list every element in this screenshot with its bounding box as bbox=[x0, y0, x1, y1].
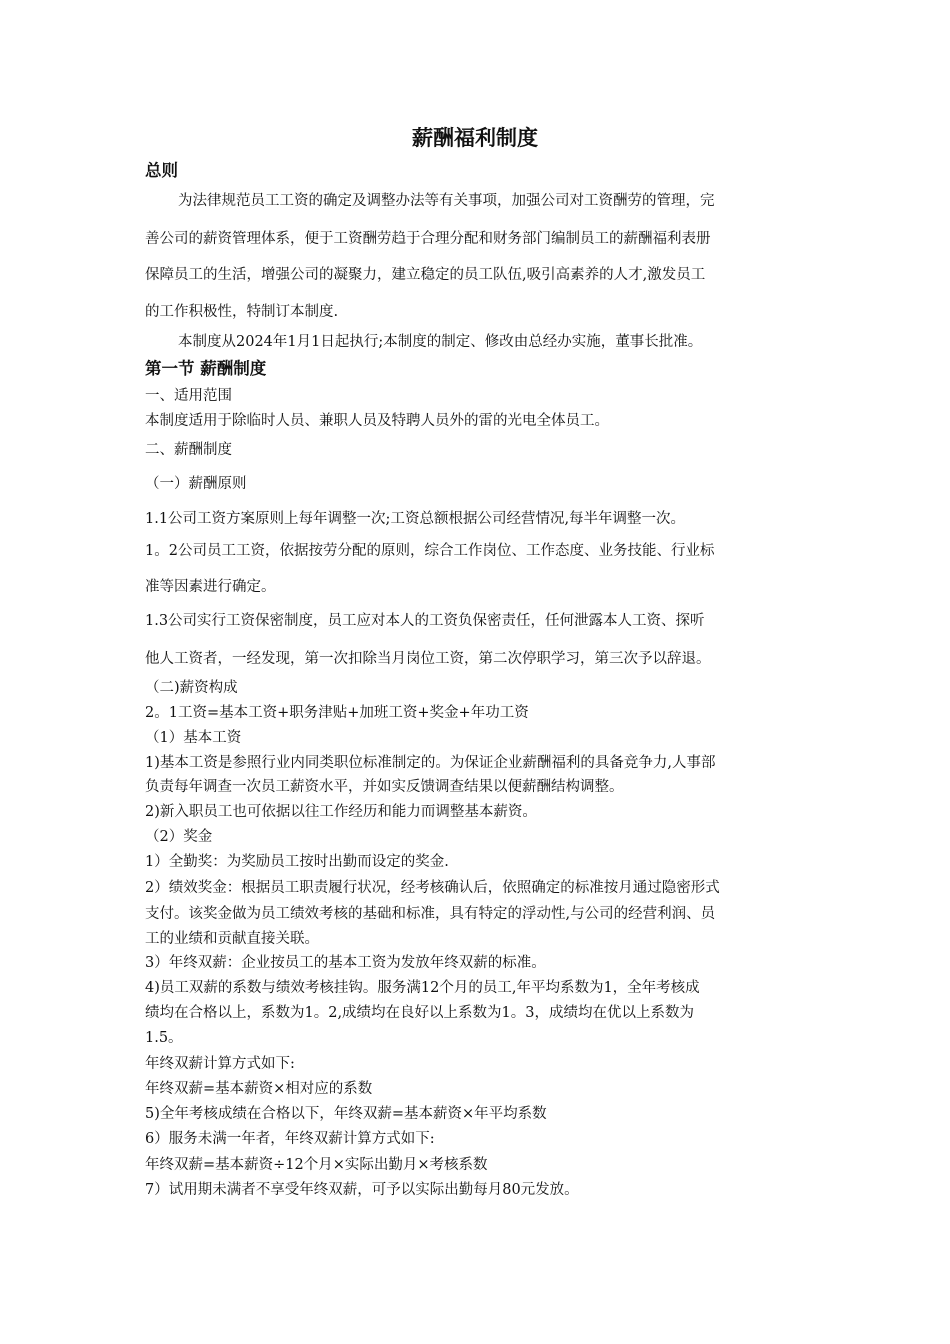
bonus-item: 1）全勤奖：为奖励员工按时出勤而设定的奖金. bbox=[145, 854, 449, 870]
bonus-item-line: 4)员工双薪的系数与绩效考核挂钩。服务满12个月的员工,年平均系数为1，全年考核成 bbox=[145, 980, 700, 996]
general-paragraph-line: 为法律规范员工工资的确定及调整办法等有关事项，加强公司对工资酬劳的管理，完 bbox=[178, 193, 715, 209]
base-salary-item-line: 负责每年调查一次员工薪资水平，并如实反馈调查结果以便薪酬结构调整。 bbox=[145, 779, 624, 795]
base-salary-title: （1）基本工资 bbox=[145, 730, 242, 746]
scope-text: 本制度适用于除临时人员、兼职人员及特聘人员外的雷的光电全体员工。 bbox=[145, 413, 609, 429]
calc-formula: 年终双薪=基本薪资×相对应的系数 bbox=[145, 1081, 373, 1097]
bonus-title: （2）奖金 bbox=[145, 829, 213, 845]
calc-formula: 年终双薪=基本薪资÷12个月×实际出勤月×考核系数 bbox=[145, 1157, 488, 1173]
general-paragraph-line: 善公司的薪资管理体系，便于工资酬劳趋于合理分配和财务部门编制员工的薪酬福利表册 bbox=[145, 231, 711, 247]
structure-title: （二)薪资构成 bbox=[145, 680, 238, 696]
clause-1-1: 1.1公司工资方案原则上每年调整一次;工资总额根据公司经营情况,每半年调整一次。 bbox=[145, 511, 686, 527]
bonus-item-line: 工的业绩和贡献直接关联。 bbox=[145, 931, 319, 947]
bonus-item-line: 1.5。 bbox=[145, 1030, 183, 1046]
base-salary-item: 2)新入职员工也可依据以往工作经历和能力而调整基本薪资。 bbox=[145, 804, 537, 820]
bonus-item: 6）服务未满一年者，年终双薪计算方式如下: bbox=[145, 1131, 435, 1147]
general-paragraph-line: 保障员工的生活，增强公司的凝聚力，建立稳定的员工队伍,吸引高素养的人才,激发员工 bbox=[145, 267, 706, 283]
principles-title: （一）薪酬原则 bbox=[145, 476, 247, 492]
clause-1-2-line: 1。2公司员工工资，依据按劳分配的原则，综合工作岗位、工作态度、业务技能、行业标 bbox=[145, 543, 715, 559]
calc-intro: 年终双薪计算方式如下: bbox=[145, 1056, 295, 1072]
bonus-item-line: 2）绩效奖金：根据员工职责履行状况，经考核确认后，依照确定的标准按月通过隐密形式 bbox=[145, 880, 720, 896]
clause-1-2-line: 准等因素进行确定。 bbox=[145, 579, 276, 595]
general-paragraph-line: 的工作积极性，特制订本制度. bbox=[145, 304, 339, 320]
bonus-item-line: 支付。该奖金做为员工绩效考核的基础和标准，具有特定的浮动性,与公司的经营利润、员 bbox=[145, 906, 716, 922]
bonus-item: 3）年终双薪：企业按员工的基本工资为发放年终双薪的标准。 bbox=[145, 955, 546, 971]
general-heading: 总则 bbox=[145, 161, 178, 180]
scope-title: 一、适用范围 bbox=[145, 388, 232, 404]
clause-1-3-line: 1.3公司实行工资保密制度，员工应对本人的工资负保密责任，任何泄露本人工资、探听 bbox=[145, 613, 705, 629]
clause-2-1: 2。1工资=基本工资+职务津贴+加班工资+奖金+年功工资 bbox=[145, 705, 529, 721]
bonus-item: 5)全年考核成绩在合格以下，年终双薪=基本薪资×年平均系数 bbox=[145, 1106, 547, 1122]
document-title: 薪酬福利制度 bbox=[412, 126, 538, 150]
base-salary-item-line: 1)基本工资是参照行业内同类职位标准制定的。为保证企业薪酬福利的具备竞争力,人事部 bbox=[145, 755, 716, 771]
pay-system-title: 二、薪酬制度 bbox=[145, 442, 232, 458]
general-paragraph-2: 本制度从2024年1月1日起执行;本制度的制定、修改由总经办实施，董事长批准。 bbox=[178, 334, 703, 350]
bonus-item: 7）试用期未满者不享受年终双薪，可予以实际出勤每月80元发放。 bbox=[145, 1182, 579, 1198]
bonus-item-line: 绩均在合格以上，系数为1。2,成绩均在良好以上系数为1。3，成绩均在优以上系数为 bbox=[145, 1005, 695, 1021]
section-heading: 第一节 薪酬制度 bbox=[145, 359, 267, 378]
clause-1-3-line: 他人工资者，一经发现，第一次扣除当月岗位工资，第二次停职学习，第三次予以辞退。 bbox=[145, 651, 711, 667]
